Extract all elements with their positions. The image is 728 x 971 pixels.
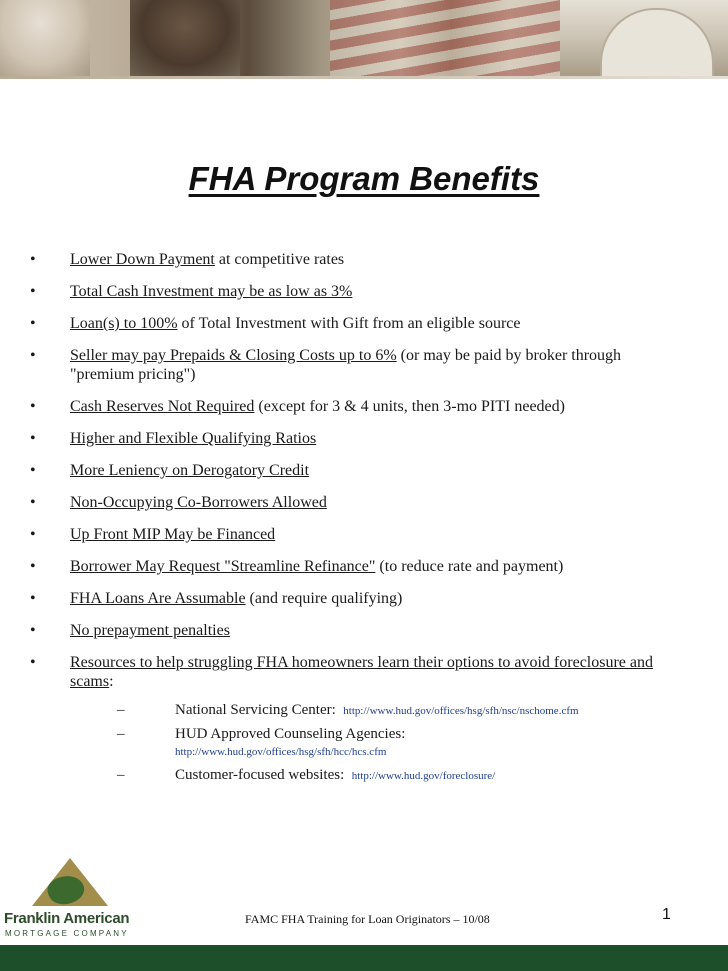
list-item [30, 493, 680, 512]
dash-icon: – [117, 767, 125, 783]
bullet-icon: • [30, 526, 36, 543]
benefit-heading: Loan(s) to 100% [70, 315, 178, 332]
bullet-icon: • [30, 347, 36, 364]
resource-label: National Servicing Center: [175, 702, 336, 718]
benefit-heading: Higher and Flexible Qualifying Ratios [70, 430, 317, 447]
list-item [30, 397, 680, 416]
benefit-detail: (to reduce rate and payment) [375, 558, 564, 575]
list-item [30, 282, 680, 301]
company-logo [4, 858, 132, 942]
header-photo-banner [0, 0, 728, 76]
benefit-heading: Resources to help struggling FHA homeowners learn their options to avoid foreclosure and scams [70, 654, 653, 690]
resource-item [117, 767, 717, 785]
list-item [30, 346, 680, 384]
benefit-detail: (or may be paid by broker through "premium pricing") [70, 347, 622, 383]
resources-list [117, 702, 717, 791]
list-item [30, 589, 680, 608]
bullet-icon: • [30, 430, 36, 447]
benefit-heading: Lower Down Payment [70, 251, 215, 268]
benefit-heading: More Leniency on Derogatory Credit [70, 462, 310, 479]
bullet-icon: • [30, 251, 36, 268]
flag-stripes [330, 0, 590, 76]
bullet-icon: • [30, 654, 36, 671]
bullet-icon: • [30, 590, 36, 607]
banner-divider [0, 76, 728, 79]
bullet-icon: • [30, 398, 36, 415]
benefit-heading: Up Front MIP May be Financed [70, 526, 276, 543]
list-item [30, 653, 680, 691]
resource-label: Customer-focused websites: [175, 767, 345, 783]
benefit-detail: (except for 3 & 4 units, then 3-mo PITI needed) [254, 398, 565, 415]
bullet-icon: • [30, 622, 36, 639]
logo-subtitle: MORTGAGE COMPANY [5, 929, 129, 938]
resource-link[interactable]: http://www.hud.gov/offices/hsg/sfh/nsc/nschome.cfm [343, 705, 579, 717]
benefit-detail: of Total Investment with Gift from an eligible source [177, 315, 521, 332]
dash-icon: – [117, 702, 125, 718]
benefits-list [30, 250, 680, 704]
benefit-detail: : [109, 673, 114, 690]
page-number: 1 [662, 906, 671, 923]
list-item [30, 250, 680, 269]
list-item [30, 621, 680, 640]
bullet-icon: • [30, 462, 36, 479]
bullet-icon: • [30, 283, 36, 300]
list-item [30, 429, 680, 448]
benefit-heading: Total Cash Investment may be as low as 3% [70, 283, 353, 300]
footer-text: FAMC FHA Training for Loan Originators – 10/08 [245, 912, 490, 926]
benefit-heading: Non-Occupying Co-Borrowers Allowed [70, 494, 327, 511]
resource-item [117, 726, 717, 761]
list-item [30, 461, 680, 480]
resource-label: HUD Approved Counseling Agencies: [175, 726, 406, 742]
benefit-heading: Seller may pay Prepaids & Closing Costs up to 6% [70, 347, 397, 364]
businessman-photo-2 [130, 0, 240, 76]
page-title: FHA Program Benefits [188, 160, 540, 197]
bullet-icon: • [30, 315, 36, 332]
businessman-photo [0, 0, 90, 76]
bullet-icon: • [30, 558, 36, 575]
resource-item [117, 702, 717, 720]
benefit-detail: (and require qualifying) [245, 590, 403, 607]
footer-bar [0, 945, 728, 971]
logo-name: Franklin American [4, 910, 130, 927]
resource-link[interactable]: http://www.hud.gov/offices/hsg/sfh/hcc/hcs.cfm [175, 746, 387, 758]
benefit-heading: No prepayment penalties [70, 622, 230, 639]
benefit-heading: Borrower May Request "Streamline Refinance" [70, 558, 376, 575]
dash-icon: – [117, 726, 125, 742]
list-item [30, 525, 680, 544]
list-item [30, 314, 680, 333]
list-item [30, 557, 680, 576]
bullet-icon: • [30, 494, 36, 511]
resource-link[interactable]: http://www.hud.gov/foreclosure/ [351, 770, 496, 782]
benefit-heading: Cash Reserves Not Required [70, 398, 255, 415]
benefit-detail: at competitive rates [214, 251, 345, 268]
benefit-heading: FHA Loans Are Assumable [70, 590, 246, 607]
